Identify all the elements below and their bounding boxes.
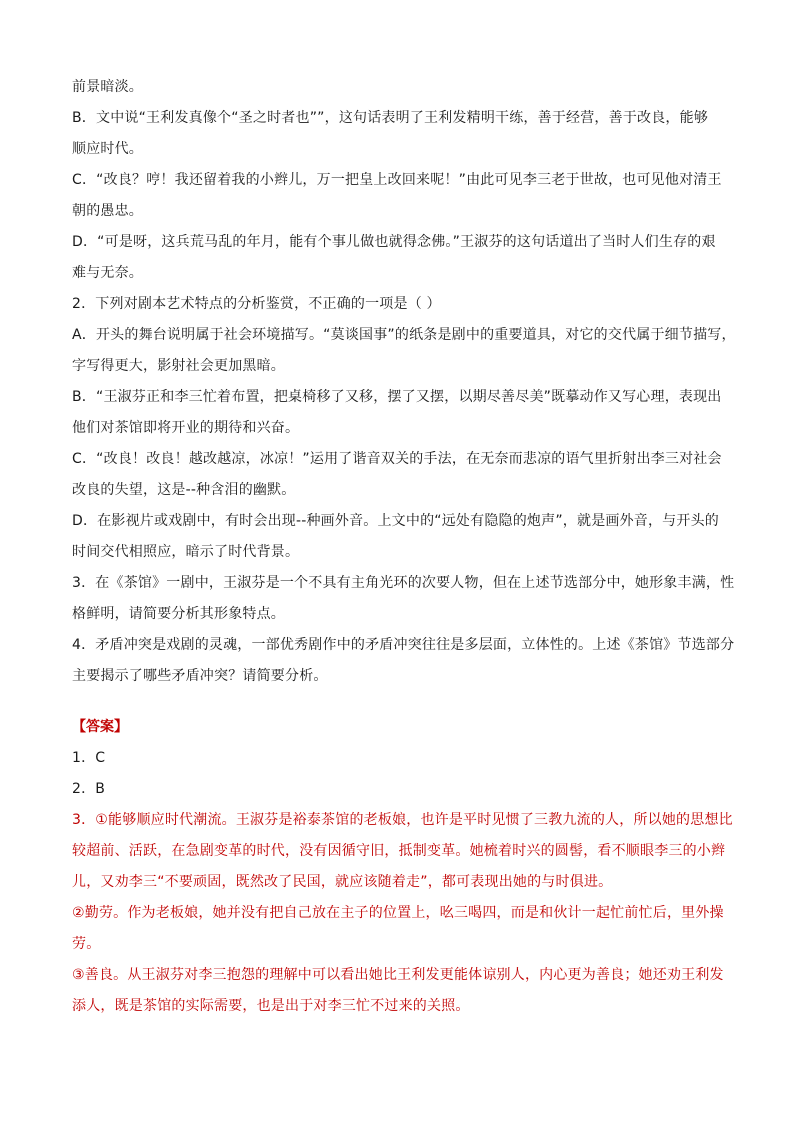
q2-option-c (72, 444, 722, 506)
text-line: C．“改良？哼！我还留着我的小辫儿，万一把皇上改回来呢！”由此可见李三老于世故，也可见他对清王 (72, 172, 722, 188)
q3-stem (72, 568, 735, 630)
text-line: B．“王淑芬正和李三忙着布置，把桌椅移了又移，摆了又摆，以期尽善尽美”既摹动作又写心理，表现出 (72, 389, 722, 405)
text-line: 4．矛盾冲突是戏剧的灵魂，一部优秀剧作中的矛盾冲突往往是多层面，立体性的。上述《茶馆》节选部分 (72, 637, 735, 653)
answer-3-point-2 (72, 898, 722, 960)
q2-option-a (72, 320, 736, 382)
text-line: 朝的愚忠。 (72, 203, 143, 219)
text-line: 3．①能够顺应时代潮流。王淑芬是裕泰茶馆的老板娘，也许是平时见惯了三教九流的人，所以她的思想比 (72, 812, 733, 828)
text-line: 主要揭示了哪些矛盾冲突？请简要分析。 (72, 668, 328, 684)
text-line: 改良的失望，这是--种含泪的幽默。 (72, 482, 296, 498)
q4-stem (72, 630, 735, 692)
text-line: 难与无奈。 (72, 265, 143, 281)
text-line: 1．C (72, 750, 106, 766)
text-line: 添人，既是茶馆的实际需要，也是出于对李三忙不过来的关照。 (72, 998, 470, 1014)
text-line: 时间交代相照应，暗示了时代背景。 (72, 544, 300, 560)
q1-option-c (72, 165, 722, 227)
text-line: D．“可是呀，这兵荒马乱的年月，能有个事儿做也就得念佛。”王淑芬的这句话道出了当时人们生存的艰 (72, 234, 716, 250)
q2-option-b (72, 382, 722, 444)
text-line: 顺应时代。 (72, 141, 143, 157)
text-line: A．开头的舞台说明属于社会环境描写。“莫谈国事”的纸条是剧中的重要道具，对它的交代属于细节描写， (72, 327, 736, 343)
text-line: 2．下列对剧本艺术特点的分析鉴赏，不正确的一项是（ ） (72, 296, 441, 312)
text-line: 格鲜明，请简要分析其形象特点。 (72, 606, 285, 622)
q2-option-d (72, 506, 722, 568)
answer-3-point-1 (72, 805, 733, 898)
text-line: 3．在《茶馆》一剧中，王淑芬是一个不具有主角光环的次要人物，但在上述节选部分中，她形象丰满，性 (72, 575, 735, 591)
answer-3-point-3 (72, 960, 722, 1022)
text-line: B．文中说“王利发真像个“圣之时者也””，这句话表明了王利发精明干练，善于经营，善于改良，能够 (72, 110, 709, 126)
answer-1 (72, 743, 722, 774)
q1-option-b (72, 103, 722, 165)
text-line: 儿，又劝李三“不要顽固，既然改了民国，就应该随着走”，都可表现出她的与时俱进。 (72, 874, 613, 890)
text-line: ②勤劳。作为老板娘，她并没有把自己放在主子的位置上，吆三喝四，而是和伙计一起忙前忙后，里外操 (72, 905, 724, 921)
section-spacer (72, 692, 722, 712)
q1-option-a-tail (72, 72, 722, 103)
q2-stem (72, 289, 722, 320)
document-page (72, 72, 736, 1022)
q1-option-d (72, 227, 722, 289)
text-line: ③善良。从王淑芬对李三抱怨的理解中可以看出她比王利发更能体谅别人，内心更为善良；她还劝王利发 (72, 967, 724, 983)
answer-2 (72, 774, 722, 805)
answer-heading: 【答案】 (72, 719, 128, 735)
text-line: D．在影视片或戏剧中，有时会出现--种画外音。上文中的“远处有隐隐的炮声”，就是画外音，与开头的 (72, 513, 719, 529)
text-line: C．“改良！改良！越改越凉，冰凉！”运用了谐音双关的手法，在无奈而悲凉的语气里折射出李三对社会 (72, 451, 722, 467)
text-line: 2．B (72, 781, 106, 797)
text-line: 劳。 (72, 936, 101, 952)
text-line: 前景暗淡。 (72, 79, 143, 95)
text-line: 他们对茶馆即将开业的期待和兴奋。 (72, 420, 300, 436)
text-line: 较超前、活跃，在急剧变革的时代，没有因循守旧，抵制变革。她梳着时兴的圆髻，看不顺眼李三的小辫 (72, 843, 726, 859)
text-line: 字写得更大，影射社会更加黑暗。 (72, 358, 285, 374)
